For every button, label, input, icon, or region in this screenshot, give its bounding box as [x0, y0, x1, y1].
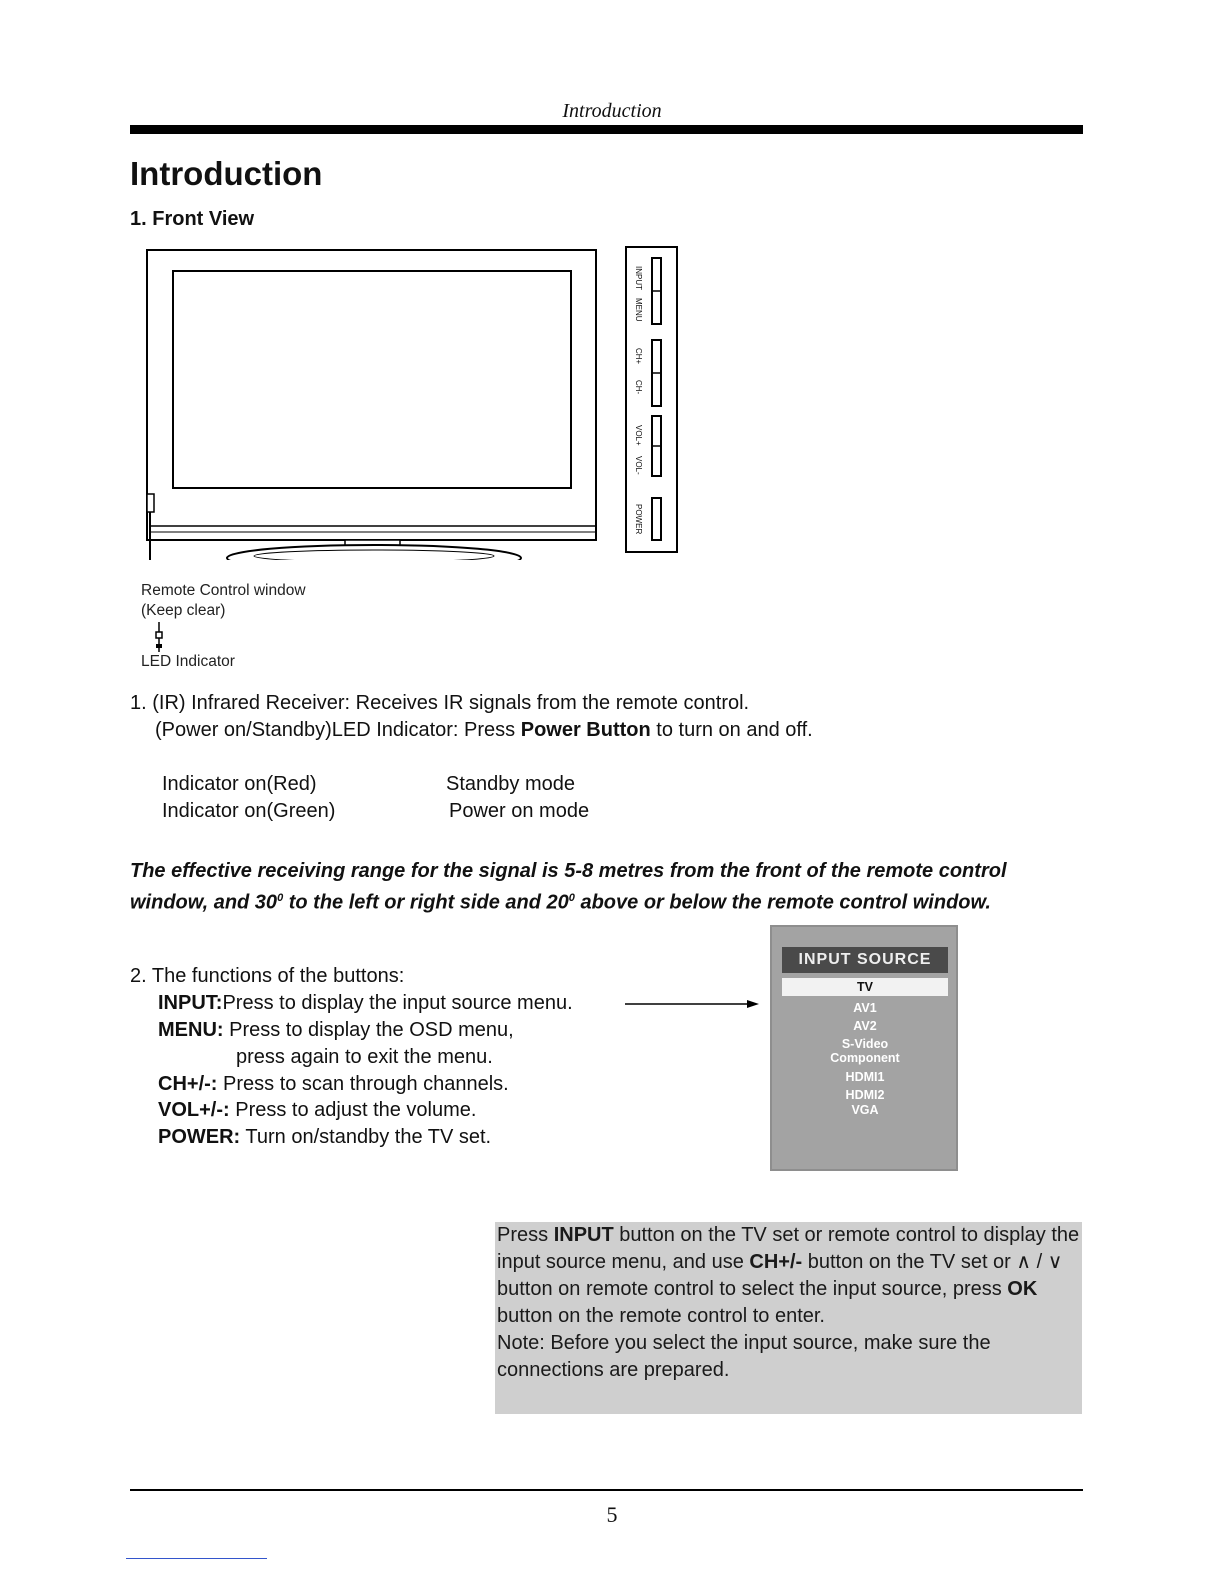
power-label: POWER: [158, 1126, 241, 1148]
power-desc: Turn on/standby the TV set. [240, 1126, 492, 1148]
power-button-shape [652, 498, 661, 540]
input-desc: Press to display the input source menu. [222, 992, 573, 1014]
functions-intro: 2. The functions of the buttons: [130, 965, 405, 987]
indicator-green: Indicator on(Green) [162, 800, 336, 822]
header-rule [130, 125, 1083, 134]
input-instructions-text [497, 1222, 1082, 1330]
function-power [158, 1124, 491, 1151]
function-input [158, 990, 573, 1017]
side-label-menu: MENU [634, 298, 643, 322]
item1-led-text: (Power on/Standby)LED Indicator: Press [155, 719, 521, 741]
page-title: Introduction [130, 155, 323, 192]
info-ch-bold: CH+/- [749, 1251, 803, 1273]
side-label-power: POWER [634, 504, 643, 535]
caption-keep-clear: (Keep clear) [141, 602, 226, 619]
indicator-red-mode: Standby mode [446, 773, 575, 795]
function-menu-cont: press again to exit the menu. [236, 1046, 493, 1068]
osd-item-av1[interactable]: AV1 [853, 1001, 877, 1015]
caption-remote-window: Remote Control window [141, 582, 306, 599]
osd-menu-title: INPUT SOURCE [782, 947, 948, 973]
info-input-bold: INPUT [553, 1224, 614, 1246]
input-instructions-box [495, 1222, 1082, 1414]
side-label-ch-plus: CH+ [634, 348, 643, 365]
footer-link-underline [126, 1558, 267, 1559]
degree-sup-2: 0 [568, 892, 575, 904]
side-label-input: INPUT [634, 266, 643, 290]
item1-led-text-end: to turn on and off. [650, 719, 813, 741]
indicator-red: Indicator on(Red) [162, 773, 317, 795]
item1-power-button-label: Power Button [520, 719, 651, 741]
menu-label: MENU: [158, 1019, 224, 1041]
osd-item-s-video[interactable]: S-Video [841, 1037, 889, 1051]
side-label-vol-minus: VOL- [634, 456, 643, 475]
remote-control-window [147, 494, 154, 512]
menu-desc: Press to display the OSD menu, [223, 1019, 514, 1041]
item1-ir-receiver: 1. (IR) Infrared Receiver: Receives IR signals from the remote control. [130, 692, 750, 714]
footer-rule [130, 1489, 1083, 1491]
ch-desc: Press to scan through channels. [217, 1073, 509, 1095]
input-source-osd-menu [770, 925, 958, 1171]
section-heading-front-view: 1. Front View [130, 208, 255, 230]
function-vol [158, 1097, 476, 1124]
osd-item-hdmi2[interactable]: HDMI2 [845, 1088, 885, 1102]
osd-item-tv[interactable]: TV [782, 978, 948, 996]
info-text-4: button on the remote control to enter. [497, 1305, 825, 1327]
side-label-vol-plus: VOL+ [634, 425, 643, 446]
degree-sup-1: 0 [277, 892, 284, 904]
indicator-green-mode: Power on mode [449, 800, 590, 822]
side-label-ch-minus: CH- [634, 380, 643, 395]
item1-led-indicator [155, 717, 813, 744]
function-menu [158, 1017, 514, 1044]
page-number: 5 [606, 1502, 618, 1527]
tv-front-view-diagram [130, 240, 690, 560]
info-text-1: Press [497, 1224, 554, 1246]
osd-item-vga[interactable]: VGA [851, 1103, 879, 1117]
receiving-range-note [130, 858, 1090, 917]
caption-led-indicator: LED Indicator [141, 653, 235, 670]
range-note-part3: above or below the remote control window. [574, 891, 991, 914]
info-ok-bold: OK [1007, 1278, 1038, 1300]
range-note-part2: to the left or right side and 20 [283, 891, 569, 914]
tv-screen [173, 271, 571, 488]
side-control-panel [625, 246, 678, 553]
osd-item-component[interactable]: Component [830, 1051, 900, 1065]
info-note: Note: Before you select the input source, make sure the connections are prepared. [497, 1332, 991, 1381]
running-head: Introduction [562, 100, 662, 122]
vol-label: VOL+/-: [158, 1099, 230, 1121]
range-note-part1: The effective receiving range for the signal is 5-8 metres from the front of the remote control window, and 30 [130, 860, 1007, 914]
led-indicator-symbol [154, 622, 164, 652]
tv-set-illustration [147, 250, 596, 560]
arrow-to-input-menu [625, 997, 760, 1011]
info-text-2: button on the TV set or remote control to display the input source menu, and use [497, 1224, 1080, 1273]
info-text-3: button on the TV set or ∧ / ∨ button on remote control to select the input source, press [497, 1251, 1063, 1300]
ch-label: CH+/-: [158, 1073, 218, 1095]
function-ch [158, 1071, 509, 1098]
vol-desc: Press to adjust the volume. [229, 1099, 477, 1121]
osd-item-hdmi1[interactable]: HDMI1 [845, 1070, 885, 1084]
osd-item-av2[interactable]: AV2 [853, 1019, 877, 1033]
input-label: INPUT: [158, 992, 223, 1014]
